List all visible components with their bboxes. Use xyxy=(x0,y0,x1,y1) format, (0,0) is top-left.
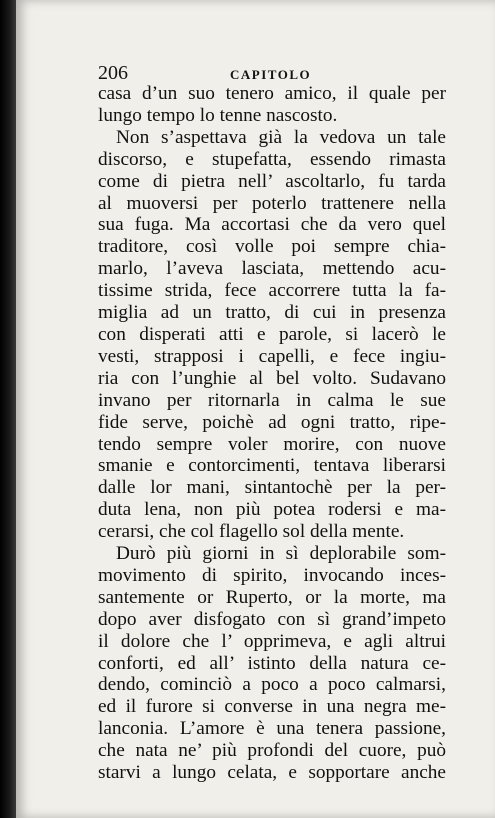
text-line: movimento di spirito, invocando inces- xyxy=(98,564,446,586)
running-head: CAPITOLO xyxy=(230,67,312,82)
text-line: duta lena, non più potea rodersi e ma- xyxy=(98,499,446,521)
text-line: lungo tempo lo tenne nascosto. xyxy=(98,104,338,126)
text-line: tissime strida, fece accorrere tutta la fa- xyxy=(98,280,446,302)
text-line: Non s’aspettava già la vedova un tale xyxy=(116,126,446,148)
text-line: santemente or Ruperto, or la morte, ma xyxy=(98,586,446,608)
text-line: con disperati atti e parole, si lacerò le xyxy=(98,323,446,345)
page-number: 206 xyxy=(98,62,128,84)
text-line: dopo aver disfogato con sì grand’impeto xyxy=(98,608,446,630)
text-line: ria con l’unghie al bel volto. Sudavano xyxy=(98,367,446,389)
text-line: dalle lor mani, sintantochè per la per- xyxy=(98,477,446,499)
text-line: conforti, ed all’ istinto della natura ce- xyxy=(98,652,446,674)
text-line: dendo, cominciò a poco a poco calmarsi, xyxy=(98,674,446,696)
text-line: Durò più giorni in sì deplorabile som- xyxy=(116,543,446,565)
text-line: invano per ritornarla in calma le sue xyxy=(98,389,446,411)
text-line: discorso, e stupefatta, essendo rimasta xyxy=(98,148,446,170)
text-line: smanie e contorcimenti, tentava liberarsi xyxy=(98,455,446,477)
text-line: marlo, l’aveva lasciata, mettendo acu- xyxy=(98,258,446,280)
text-line: al muoversi per poterlo trattenere nella xyxy=(98,192,446,214)
text-line: come di pietra nell’ ascoltarlo, fu tarda xyxy=(98,170,446,192)
text-line: vesti, strapposi i capelli, e fece ingiu- xyxy=(98,345,446,367)
text-line: sua fuga. Ma accortasi che da vero quel xyxy=(98,214,446,236)
text-line: tendo sempre voler morire, con nuove xyxy=(98,433,446,455)
body-text xyxy=(98,83,446,784)
text-line: starvi a lungo celata, e sopportare anche xyxy=(98,762,446,784)
text-line: il dolore che l’ opprimeva, e agli altrui xyxy=(98,630,446,652)
text-line: che nata ne’ più profondi del cuore, può xyxy=(98,740,446,762)
text-line: fide serve, poichè ad ogni tratto, ripe- xyxy=(98,411,446,433)
text-line: lanconia. L’amore è una tenera passione, xyxy=(98,718,446,740)
page-gutter-shadow xyxy=(0,0,16,818)
text-line: casa d’un suo tenero amico, il quale per xyxy=(98,83,446,104)
text-line: ed il furore si converse in una negra me- xyxy=(98,696,446,718)
text-line: traditore, così volle poi sempre chia- xyxy=(98,236,446,258)
text-line: miglia ad un tratto, di cui in presenza xyxy=(98,302,446,324)
text-line: cerarsi, che col flagello sol della mente. xyxy=(98,521,405,543)
